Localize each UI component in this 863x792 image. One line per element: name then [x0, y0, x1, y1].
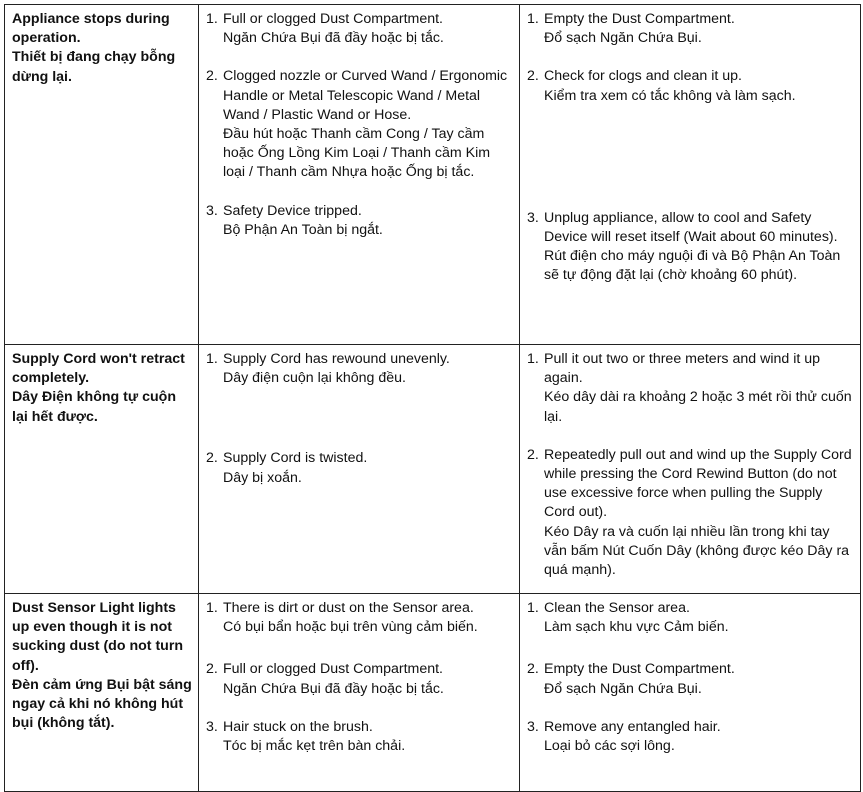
remedy-text-en: Empty the Dust Compartment. [544, 11, 735, 27]
item-number: 3. [527, 209, 539, 226]
item-number: 2. [206, 661, 218, 678]
problem-text-vi: Dây Điện không tự cuộn lại hết được. [12, 389, 176, 425]
list-item [527, 67, 854, 105]
item-number: 1. [527, 11, 539, 27]
problem-text-en: Supply Cord won't retract completely. [12, 351, 185, 387]
problem-text-en: Dust Sensor Light lights up even though it is not sucking dust (do not turn off). [12, 600, 184, 674]
remedy-text-vi: Đổ sạch Ngăn Chứa Bụi. [544, 30, 702, 47]
item-number: 2. [206, 68, 218, 85]
item-number: 2. [206, 450, 218, 467]
list-item [206, 718, 513, 756]
remedy-text-vi: Kéo Dây ra và cuốn lại nhiều lần trong khi tay vẫn bấm Nút Cuốn Dây (không được kéo Dây ra quá mạnh). [544, 523, 850, 579]
table-row [5, 345, 861, 594]
cause-text-vi: Tóc bị mắc kẹt trên bàn chải. [223, 738, 406, 755]
item-number: 2. [527, 446, 539, 463]
problem-cell [5, 5, 199, 345]
list-item [206, 449, 513, 487]
remedy-cell [520, 5, 861, 345]
cause-text-vi: Dây điện cuộn lại không đều. [223, 370, 406, 387]
remedy-text-en: Repeatedly pull out and wind up the Supply Cord while pressing the Cord Rewind Button (do not use excessive force when pulling the Supply Cord out). [544, 446, 852, 521]
remedy-text-en: Pull it out two or three meters and wind it up again. [544, 351, 821, 387]
cause-text-en: Full or clogged Dust Compartment. [223, 661, 443, 678]
remedy-text-vi: Kéo dây dài ra khoảng 2 hoặc 3 mét rồi thử cuốn lại. [544, 389, 852, 425]
cause-text-vi: Ngăn Chứa Bụi đã đầy hoặc bị tắc. [223, 30, 444, 47]
cause-text-en: There is dirt or dust on the Sensor area. [223, 600, 474, 616]
cause-text-en: Safety Device tripped. [223, 202, 362, 219]
item-number: 1. [206, 600, 218, 616]
cause-text-vi: Ngăn Chứa Bụi đã đầy hoặc bị tắc. [223, 680, 444, 697]
cause-text-en: Supply Cord has rewound unevenly. [223, 351, 450, 367]
remedy-text-en: Check for clogs and clean it up. [544, 68, 742, 85]
list-item [527, 350, 854, 427]
remedy-text-en: Empty the Dust Compartment. [544, 661, 735, 678]
problem-text-en: Appliance stops during operation. [12, 11, 170, 47]
table-row [5, 5, 861, 345]
list-item [527, 10, 854, 48]
list-item [527, 209, 854, 286]
troubleshooting-table [4, 4, 861, 792]
remedy-cell [520, 345, 861, 594]
cause-text-vi: Có bụi bẩn hoặc bụi trên vùng cảm biến. [223, 619, 478, 636]
item-number: 1. [527, 600, 539, 616]
item-number: 3. [206, 718, 218, 735]
item-number: 1. [527, 351, 539, 367]
remedy-text-en: Clean the Sensor area. [544, 600, 690, 616]
item-number: 1. [206, 351, 218, 367]
list-item [206, 202, 513, 240]
problem-cell [5, 594, 199, 792]
list-item [527, 660, 854, 698]
cause-cell [199, 594, 520, 792]
cause-cell [199, 345, 520, 594]
cause-text-en: Clogged nozzle or Curved Wand / Ergonomic Handle or Metal Telescopic Wand / Metal Wand / Plastic Wand or Hose. [223, 68, 508, 123]
item-number: 3. [206, 202, 218, 219]
cause-text-vi: Đầu hút hoặc Thanh cầm Cong / Tay cầm hoặc Ống Lồng Kim Loại / Thanh cầm Kim loại / Thanh cầm Nhựa hoặc Ống bị tắc. [223, 126, 491, 181]
remedy-text-vi: Loại bỏ các sợi lông. [544, 738, 675, 755]
remedy-text-vi: Rút điện cho máy nguội đi và Bộ Phận An Toàn sẽ tự động đặt lại (chờ khoảng 60 phút). [544, 248, 841, 284]
list-item [527, 599, 854, 637]
problem-text-vi: Đèn cảm ứng Bụi bật sáng ngay cả khi nó không hút bụi (không tắt). [12, 676, 192, 732]
table-row [5, 594, 861, 792]
problem-cell [5, 345, 199, 594]
cause-cell [199, 5, 520, 345]
cause-text-vi: Dây bị xoắn. [223, 469, 302, 486]
item-number: 1. [206, 11, 218, 27]
item-number: 3. [527, 718, 539, 735]
list-item [206, 350, 513, 388]
problem-text-vi: Thiết bị đang chạy bỗng dừng lại. [12, 49, 176, 85]
list-item [206, 660, 513, 698]
remedy-cell [520, 594, 861, 792]
remedy-text-en: Unplug appliance, allow to cool and Safety Device will reset itself (Wait about 60 minutes). [544, 209, 838, 246]
remedy-text-en: Remove any entangled hair. [544, 718, 721, 735]
remedy-text-vi: Đổ sạch Ngăn Chứa Bụi. [544, 680, 702, 697]
item-number: 2. [527, 661, 539, 678]
cause-text-en: Hair stuck on the brush. [223, 718, 373, 735]
remedy-text-vi: Làm sạch khu vực Cảm biến. [544, 619, 729, 636]
cause-text-en: Supply Cord is twisted. [223, 450, 368, 467]
list-item [206, 10, 513, 48]
item-number: 2. [527, 68, 539, 85]
list-item [206, 67, 513, 182]
remedy-text-vi: Kiểm tra xem có tắc không và làm sạch. [544, 87, 796, 104]
list-item [206, 599, 513, 637]
cause-text-en: Full or clogged Dust Compartment. [223, 11, 443, 27]
cause-text-vi: Bộ Phận An Toàn bị ngắt. [223, 221, 383, 238]
list-item [527, 718, 854, 756]
list-item [527, 446, 854, 580]
